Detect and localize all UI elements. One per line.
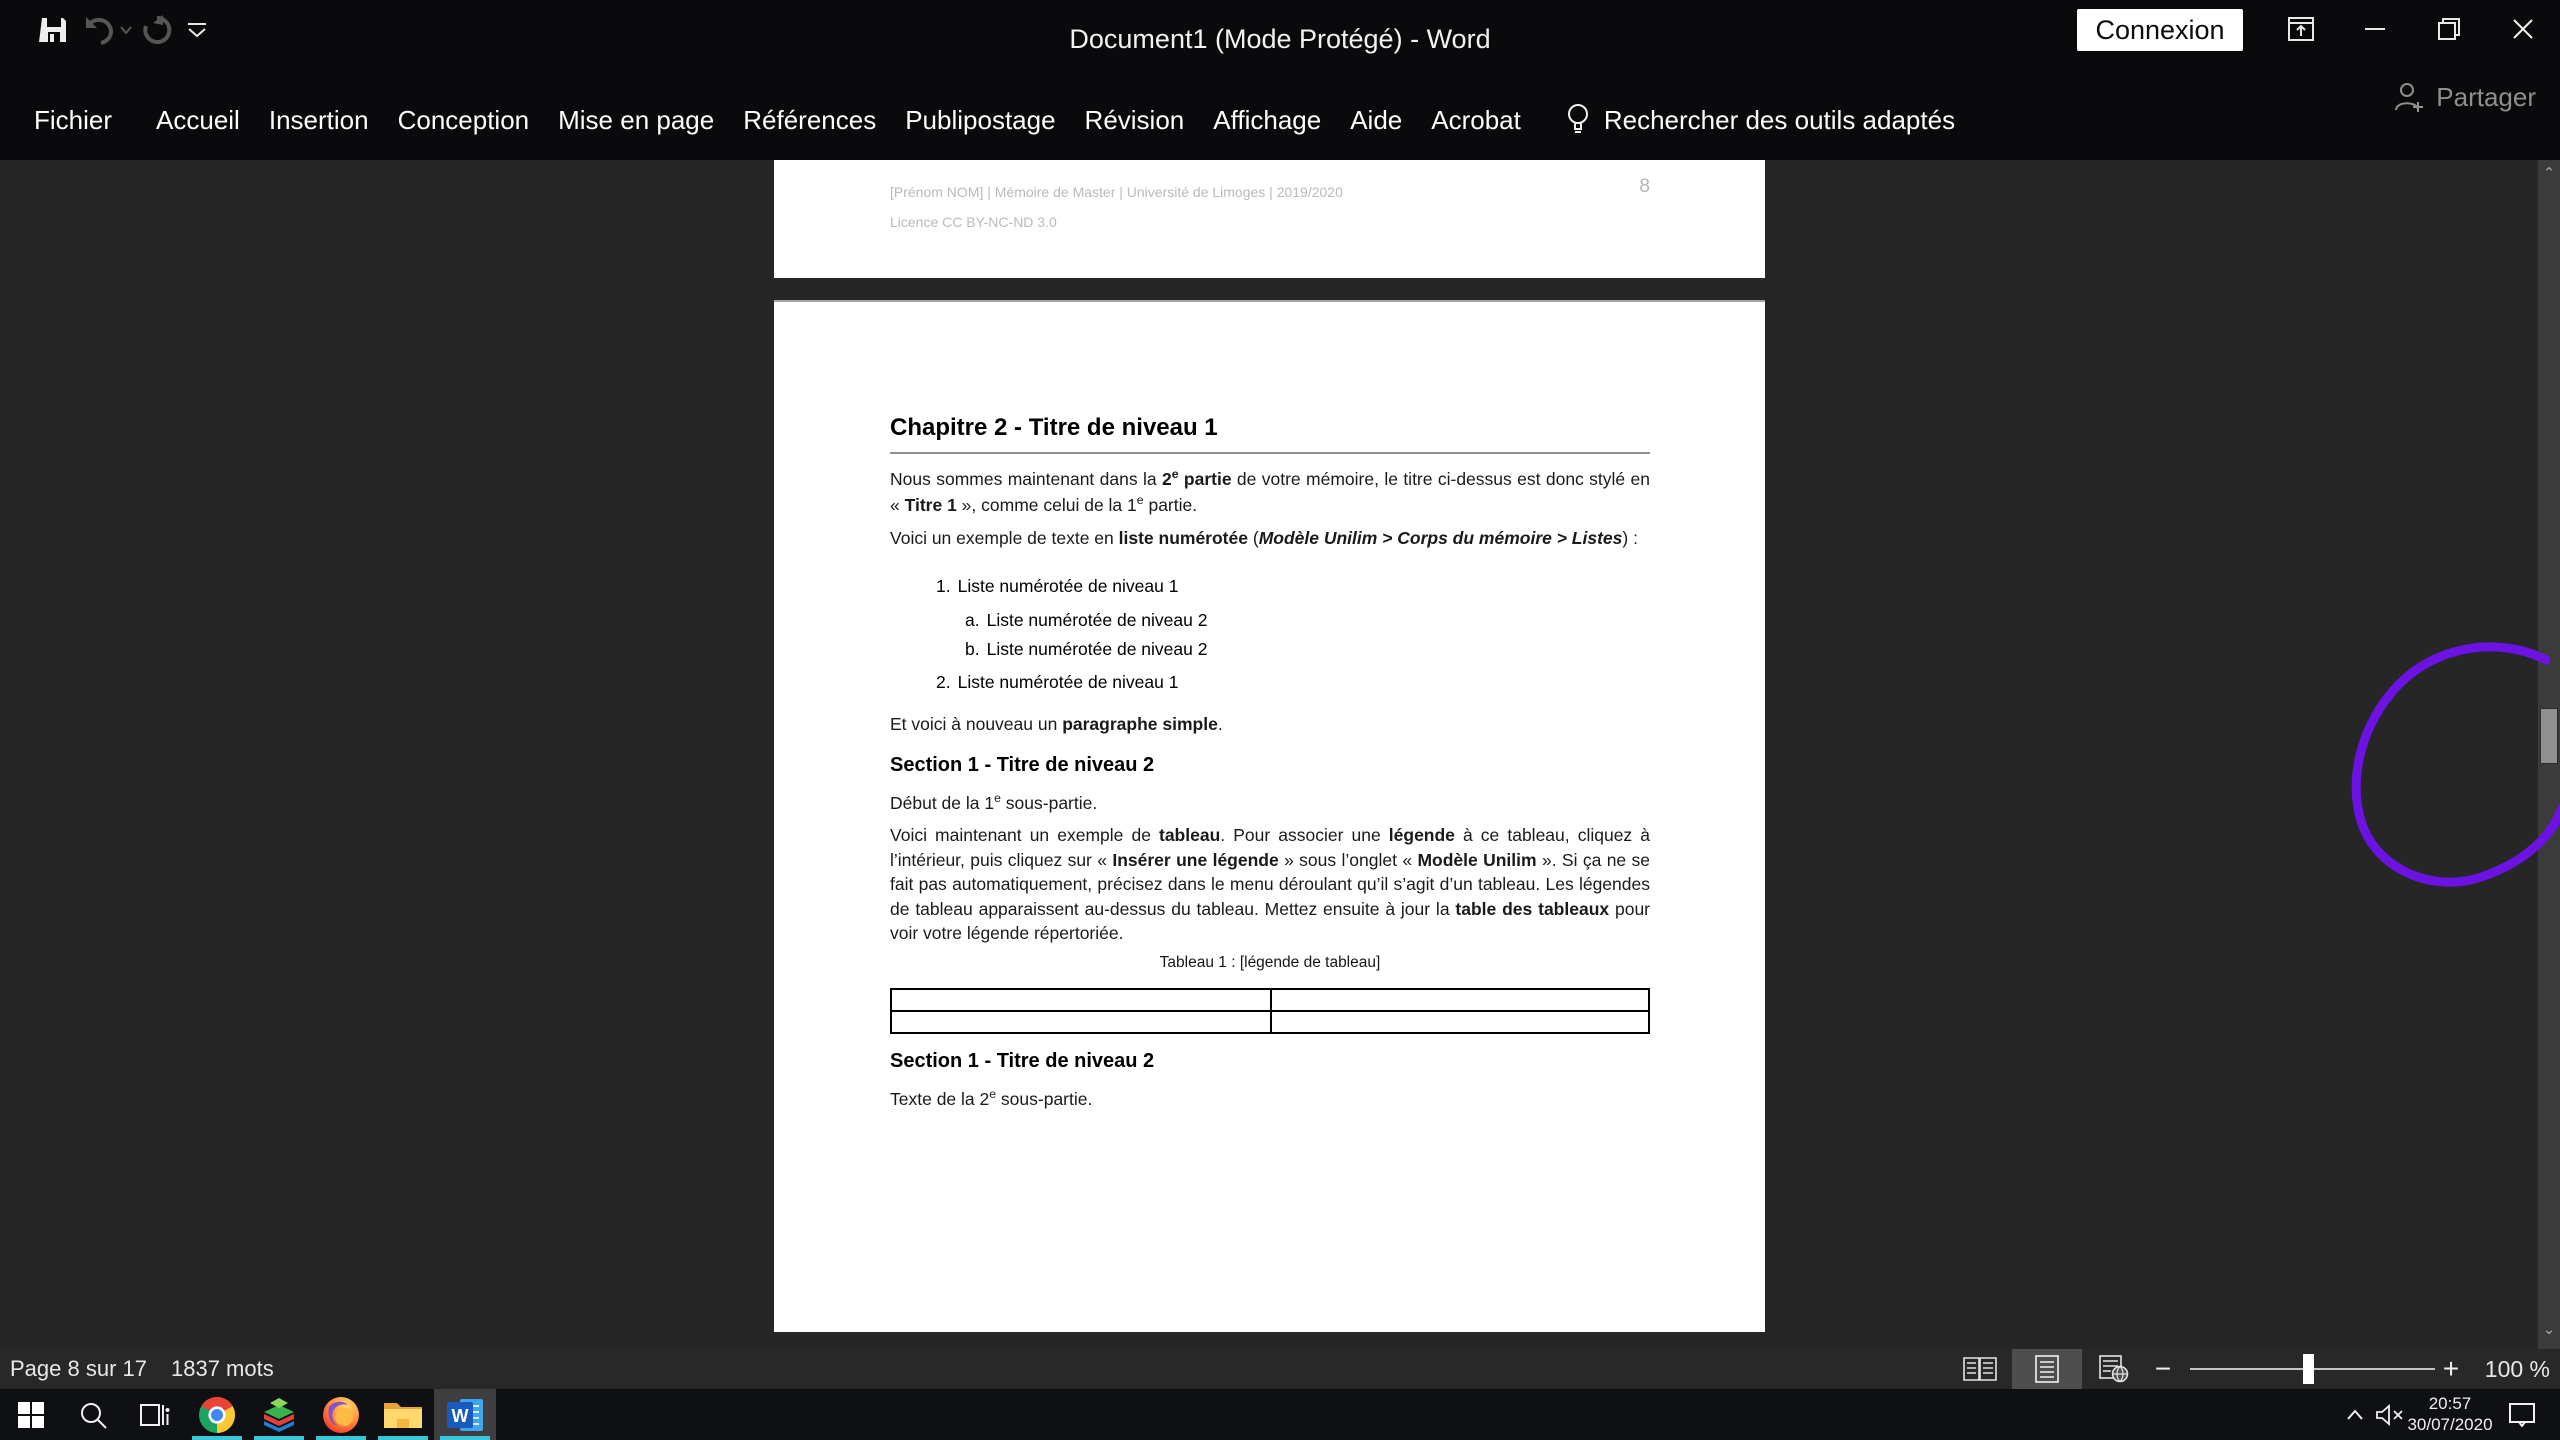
document-table	[890, 988, 1650, 1034]
tab-aide[interactable]: Aide	[1350, 104, 1403, 135]
document-page-2[interactable]	[774, 300, 1765, 1332]
taskbar	[0, 1389, 2560, 1440]
heading-section-1: Section 1 - Titre de niveau 2	[890, 754, 1155, 776]
running-indicator	[254, 1436, 304, 1440]
taskbar-app-chrome[interactable]	[186, 1389, 248, 1440]
share-label: Partager	[2436, 81, 2536, 112]
print-layout-icon	[2035, 1355, 2059, 1383]
search-button[interactable]	[62, 1389, 124, 1440]
zoom-level[interactable]: 100 %	[2484, 1355, 2550, 1382]
tab-mise-en-page[interactable]: Mise en page	[558, 104, 715, 135]
page-number: 8	[1639, 176, 1650, 197]
tray-time: 20:57	[2428, 1394, 2472, 1413]
close-icon	[2513, 19, 2533, 39]
task-view-button[interactable]	[124, 1389, 186, 1440]
list-item: 2. Liste numérotée de niveau 1	[936, 672, 1179, 692]
tab-fichier[interactable]: Fichier	[34, 104, 113, 135]
tray-date: 30/07/2020	[2407, 1415, 2493, 1434]
firefox-icon	[323, 1397, 359, 1433]
person-plus-icon	[2392, 80, 2426, 114]
table-cell[interactable]	[1271, 1011, 1649, 1033]
taskbar-app-word[interactable]	[434, 1389, 496, 1440]
start-button[interactable]	[0, 1389, 62, 1440]
taskbar-app-bluestacks[interactable]	[248, 1389, 310, 1440]
scrollbar-thumb[interactable]	[2540, 708, 2558, 764]
file-explorer-icon	[383, 1399, 423, 1431]
word-icon	[446, 1398, 484, 1432]
search-icon	[79, 1401, 107, 1429]
paragraph-texte: Texte de la 2e sous-partie.	[890, 1087, 1093, 1109]
running-indicator	[316, 1436, 366, 1440]
running-indicator	[192, 1436, 242, 1440]
zoom-slider-thumb[interactable]	[2303, 1354, 2314, 1384]
paragraph-liste: Voici un exemple de texte en liste numérotée (Modèle Unilim > Corps du mémoire > Listes) :	[890, 528, 1638, 548]
read-mode-button[interactable]	[1950, 1349, 2010, 1389]
action-center-icon	[2509, 1403, 2535, 1427]
close-button[interactable]	[2486, 0, 2560, 58]
scroll-down-arrow-icon[interactable]: ⌄	[2542, 1321, 2556, 1338]
tell-me-search[interactable]	[1566, 102, 1955, 138]
taskbar-app-file-explorer[interactable]	[372, 1389, 434, 1440]
zoom-in-button[interactable]: +	[2442, 1353, 2460, 1384]
chrome-icon	[199, 1397, 235, 1433]
connexion-button[interactable]: Connexion	[2077, 9, 2243, 51]
heading-section-1-b: Section 1 - Titre de niveau 2	[890, 1050, 1155, 1072]
list-item: b. Liste numérotée de niveau 2	[965, 639, 1208, 659]
table-cell[interactable]	[891, 1011, 1271, 1033]
ribbon-display-options-button[interactable]	[2264, 0, 2338, 58]
print-layout-button[interactable]	[2012, 1349, 2082, 1389]
action-center-button[interactable]	[2500, 1389, 2544, 1440]
web-layout-icon	[2099, 1355, 2129, 1383]
bluestacks-icon	[260, 1397, 298, 1433]
minimize-button[interactable]	[2338, 0, 2412, 58]
ribbon-display-options-icon	[2288, 17, 2314, 41]
page-info[interactable]: Page 8 sur 17	[10, 1356, 147, 1381]
tell-me-search-label: Rechercher des outils adaptés	[1603, 104, 1956, 135]
tab-acrobat[interactable]: Acrobat	[1431, 104, 1521, 135]
scroll-up-arrow-icon[interactable]: ⌃	[2542, 165, 2556, 182]
tab-accueil[interactable]: Accueil	[156, 104, 240, 135]
svg-text:W: W	[451, 1405, 469, 1426]
table-cell[interactable]	[891, 989, 1271, 1011]
list-item: a. Liste numérotée de niveau 2	[965, 610, 1208, 630]
share-button[interactable]	[2392, 80, 2536, 114]
windows-logo-icon	[18, 1402, 44, 1428]
tab-references[interactable]: Références	[743, 104, 877, 135]
title-bar	[0, 0, 2560, 58]
tab-publipostage[interactable]: Publipostage	[905, 104, 1056, 135]
task-view-icon	[140, 1402, 170, 1428]
read-mode-icon	[1963, 1356, 1997, 1382]
window-title: Document1 (Mode Protégé) - Word	[1069, 24, 1491, 54]
table-cell[interactable]	[1271, 989, 1649, 1011]
paragraph-intro: Nous sommes maintenant dans la 2e partie de votre mémoire, le titre ci-dessus est donc stylé en « Titre 1 », comme celui de la 1e partie.	[890, 467, 1650, 515]
purple-circle-annotation	[2340, 630, 2560, 900]
vertical-scrollbar[interactable]	[2538, 160, 2560, 1349]
tab-insertion[interactable]: Insertion	[268, 104, 369, 135]
running-indicator	[440, 1436, 490, 1440]
list-item: 1. Liste numérotée de niveau 1	[936, 576, 1179, 596]
tab-conception[interactable]: Conception	[397, 104, 530, 135]
ribbon-tab-bar	[0, 58, 2560, 160]
restore-button[interactable]	[2412, 0, 2486, 58]
running-indicator	[378, 1436, 428, 1440]
paragraph-simple: Et voici à nouveau un paragraphe simple.	[890, 714, 1223, 734]
chevron-up-icon	[2346, 1409, 2364, 1421]
tray-clock[interactable]	[2400, 1393, 2500, 1435]
lightbulb-icon	[1566, 102, 1590, 138]
web-layout-button[interactable]	[2084, 1349, 2144, 1389]
page-footer-line-1: [Prénom NOM] | Mémoire de Master | Université de Limoges | 2019/2020	[890, 184, 1343, 200]
restore-icon	[2438, 18, 2460, 40]
heading-rule	[890, 452, 1650, 454]
document-page-1[interactable]	[774, 160, 1765, 278]
page-footer-line-2: Licence CC BY-NC-ND 3.0	[890, 214, 1057, 230]
tab-revision[interactable]: Révision	[1084, 104, 1185, 135]
taskbar-app-firefox[interactable]	[310, 1389, 372, 1440]
document-canvas	[0, 160, 2560, 1349]
tab-affichage[interactable]: Affichage	[1213, 104, 1322, 135]
table-caption: Tableau 1 : [légende de tableau]	[1159, 954, 1381, 971]
heading-chapitre-2: Chapitre 2 - Titre de niveau 1	[890, 414, 1218, 441]
zoom-out-button[interactable]: −	[2154, 1353, 2172, 1384]
tray-show-hidden-icons-button[interactable]	[2338, 1389, 2372, 1440]
paragraph-debut: Début de la 1e sous-partie.	[890, 791, 1098, 813]
word-count[interactable]: 1837 mots	[170, 1356, 274, 1381]
minimize-icon	[2365, 27, 2385, 31]
status-bar	[0, 1349, 2560, 1389]
paragraph-tableau: Voici maintenant un exemple de tableau. Pour associer une légende à ce tableau, cliquez à l’intérieur, puis cliquez sur « Insérer une légende » sous l’onglet « Modèle Unilim ». Si ça ne se fait pas automatiquement, précisez dans le menu déroulant qu’il s’agit d’un tableau. Les légendes de tableau apparaissent au-dessus du tableau. Mettez ensuite à jour la table des tableaux pour voir votre légende répertoriée.	[890, 825, 1651, 944]
